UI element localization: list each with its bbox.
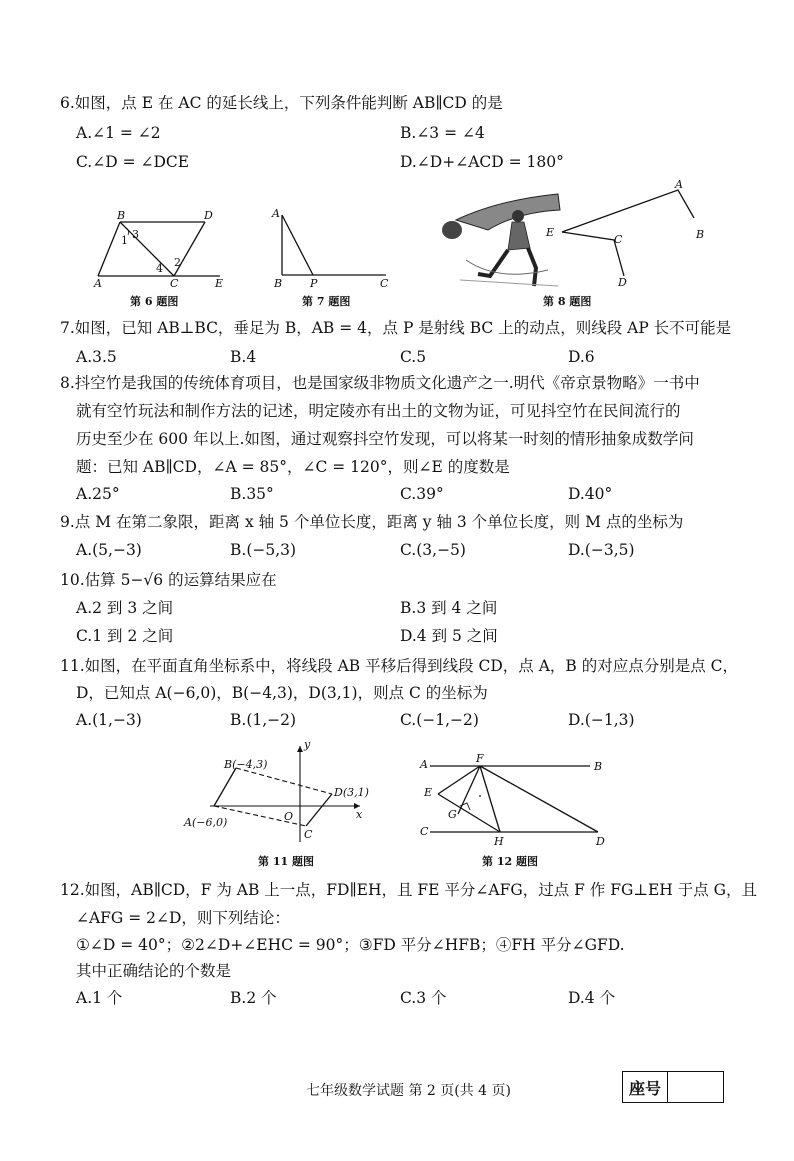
q9-option-d: D.(−3,5)	[568, 541, 635, 559]
q11-option-b: B.(1,−2)	[230, 711, 297, 729]
fig6-label-1: 1	[121, 234, 128, 247]
fig11-label-b: B(−4,3)	[224, 758, 268, 771]
q12-option-c: C.3 个	[400, 989, 447, 1007]
fig6-label-3: 3	[132, 228, 139, 241]
fig8-caption: 第 8 题图	[543, 295, 592, 308]
fig12-label-e: E	[424, 786, 433, 799]
fig8-label-b: B	[696, 228, 705, 241]
figure-7	[268, 205, 393, 290]
fig12-label-c: C	[420, 825, 429, 838]
fig7-label-p: P	[310, 277, 318, 290]
q12-stem-line1: 12.如图，AB∥CD，F 为 AB 上一点，FD∥EH，且 FE 平分∠AFG，过点 F 作 FG⊥EH 于点 G，且	[60, 881, 758, 899]
fig11-label-a: A(−6,0)	[184, 816, 228, 829]
q10-stem: 10.估算 5−√6 的运算结果应在	[60, 571, 277, 589]
q8-option-b: B.35°	[230, 485, 274, 503]
q7-option-d: D.6	[568, 348, 595, 366]
fig8-label-c: C	[614, 233, 623, 246]
figure-6	[90, 208, 240, 288]
fig11-label-x: x	[356, 808, 363, 821]
q8-stem-line1: 8.抖空竹是我国的传统体育项目，也是国家级非物质文化遗产之一.明代《帝京景物略》一书中	[60, 374, 700, 392]
q6-option-a: A.∠1 = ∠2	[76, 124, 161, 142]
q10-option-d: D.4 到 5 之间	[400, 627, 498, 645]
q11-option-c: C.(−1,−2)	[400, 711, 479, 729]
fig7-label-c: C	[380, 277, 389, 290]
fig6-label-d: D	[204, 209, 213, 222]
fig12-label-f: F	[476, 752, 484, 765]
q9-option-c: C.(3,−5)	[400, 541, 466, 559]
fig8-label-a: A	[675, 178, 683, 191]
seat-number-label: 座号	[623, 1072, 668, 1102]
fig12-label-g: G	[448, 808, 457, 821]
q7-option-b: B.4	[230, 348, 257, 366]
q6-stem: 6.如图，点 E 在 AC 的延长线上，下列条件能判断 AB∥CD 的是	[60, 94, 503, 112]
q10-option-a: A.2 到 3 之间	[76, 599, 174, 617]
q11-option-d: D.(−1,3)	[568, 711, 635, 729]
fig6-label-4: 4	[156, 262, 163, 275]
fig7-caption: 第 7 题图	[302, 295, 351, 308]
seat-number-box	[622, 1071, 724, 1103]
q9-stem: 9.点 M 在第二象限，距离 x 轴 5 个单位长度，距离 y 轴 3 个单位长度，则 M 点的坐标为	[60, 513, 684, 531]
page-footer: 七年级数学试题 第 2 页(共 4 页)	[306, 1083, 511, 1099]
fig6-label-a: A	[94, 277, 102, 288]
q7-option-a: A.3.5	[76, 348, 117, 366]
fig12-label-b: B	[594, 760, 603, 773]
q9-option-a: A.(5,−3)	[76, 541, 142, 559]
q8-stem-line3: 历史至少在 600 年以上.如图，通过观察抖空竹发现，可以将某一时刻的情形抽象成数学问	[76, 430, 694, 448]
q8-stem-line4: 题：已知 AB∥CD，∠A = 85°，∠C = 120°，则∠E 的度数是	[76, 458, 510, 476]
fig6-label-b: B	[117, 209, 126, 222]
fig8-label-e: E	[546, 226, 555, 239]
figure-11	[180, 738, 370, 850]
fig12-label-d: D	[596, 835, 605, 848]
q8-stem-line2: 就有空竹玩法和制作方法的记述，明定陵亦有出土的文物为证，可见抖空竹在民间流行的	[76, 402, 681, 420]
fig6-label-c: C	[170, 277, 179, 288]
fig12-label-h: H	[494, 835, 504, 848]
q8-option-a: A.25°	[76, 485, 120, 503]
fig11-label-c: C	[304, 828, 313, 841]
q12-option-b: B.2 个	[230, 989, 277, 1007]
fig6-label-2: 2	[174, 256, 181, 269]
fig12-caption: 第 12 题图	[482, 855, 538, 868]
q12-option-a: A.1 个	[76, 989, 123, 1007]
q9-option-b: B.(−5,3)	[230, 541, 297, 559]
q11-stem-line2: D，已知点 A(−6,0)，B(−4,3)，D(3,1)，则点 C 的坐标为	[76, 684, 488, 702]
fig11-label-d: D(3,1)	[334, 786, 369, 799]
q8-option-d: D.40°	[568, 485, 613, 503]
q6-option-b: B.∠3 = ∠4	[400, 124, 485, 142]
figure-8	[540, 178, 720, 290]
q10-option-b: B.3 到 4 之间	[400, 599, 498, 617]
fig12-label-a: A	[420, 758, 428, 771]
q12-stem-line4: 其中正确结论的个数是	[76, 962, 232, 980]
fig8-label-d: D	[618, 276, 627, 289]
q12-stem-line2: ∠AFG = 2∠D，则下列结论：	[76, 909, 290, 927]
q7-option-c: C.5	[400, 348, 427, 366]
q7-stem: 7.如图，已知 AB⊥BC，垂足为 B，AB = 4，点 P 是射线 BC 上的动点，则线段 AP 长不可能是	[60, 319, 732, 337]
q6-option-c: C.∠D = ∠DCE	[76, 153, 190, 171]
fig6-caption: 第 6 题图	[130, 295, 179, 308]
fig6-label-e: E	[215, 277, 224, 288]
q12-option-d: D.4 个	[568, 989, 616, 1007]
q11-stem-line1: 11.如图，在平面直角坐标系中，将线段 AB 平移后得到线段 CD，点 A，B 的对应点分别是点 C，	[60, 657, 739, 675]
fig7-label-b: B	[274, 277, 283, 290]
q11-option-a: A.(1,−3)	[76, 711, 142, 729]
q8-option-c: C.39°	[400, 485, 444, 503]
fig11-caption: 第 11 题图	[258, 855, 314, 868]
fig11-label-o: O	[284, 810, 294, 823]
fig11-label-y: y	[304, 738, 311, 751]
q6-option-d: D.∠D+∠ACD = 180°	[400, 153, 564, 171]
figure-12	[418, 752, 610, 850]
q12-stem-line3: ①∠D = 40°；②2∠D+∠EHC = 90°；③FD 平分∠HFB；④FH 平分∠GFD.	[76, 936, 625, 954]
q10-option-c: C.1 到 2 之间	[76, 627, 174, 645]
fig7-label-a: A	[272, 207, 280, 220]
